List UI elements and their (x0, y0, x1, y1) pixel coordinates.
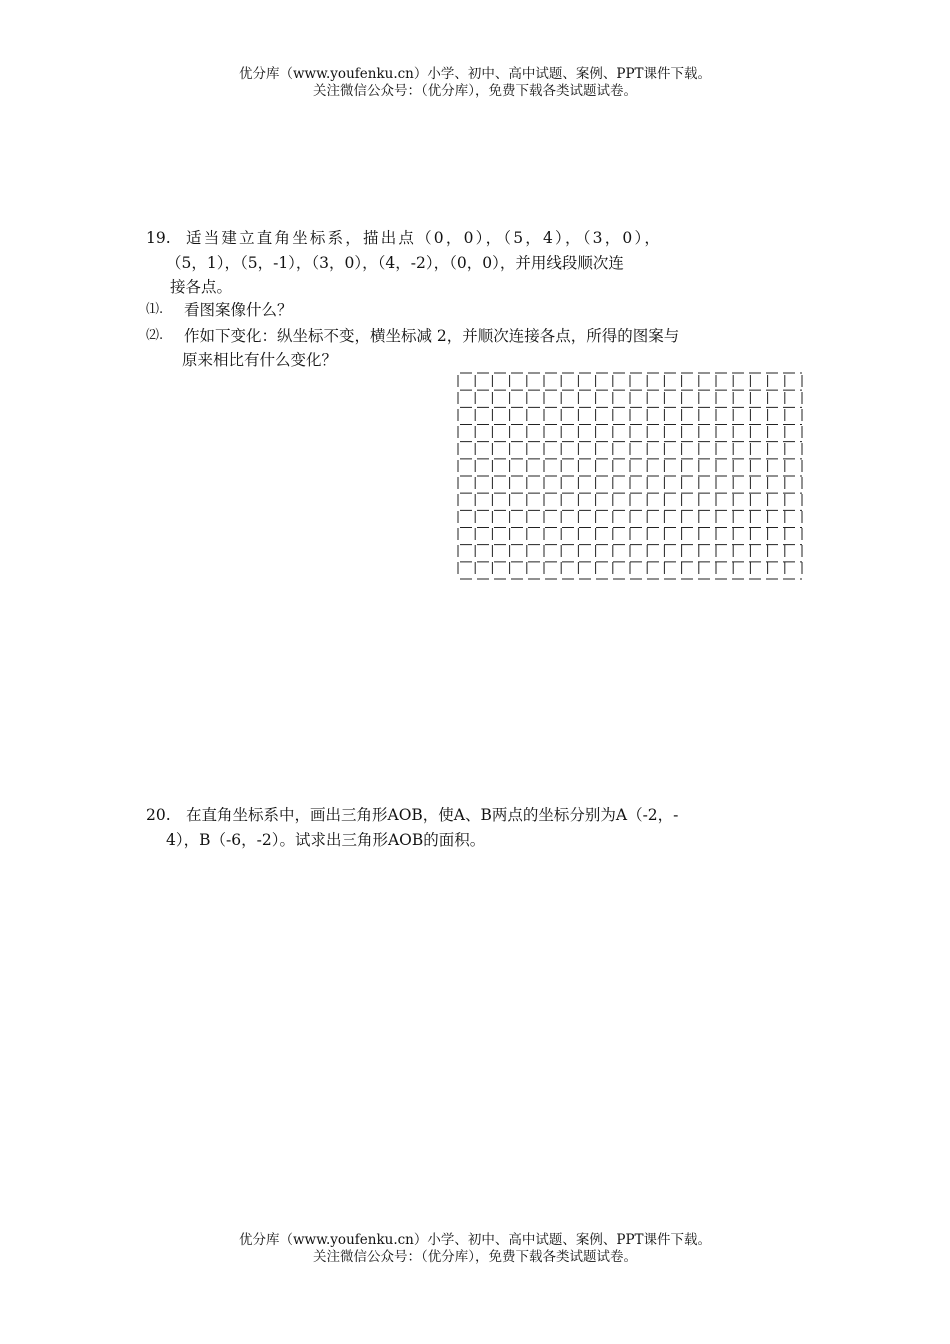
q20-line-1: 在直角坐标系中，画出三角形AOB，使A、B两点的坐标分别为A（-2，- (186, 806, 679, 824)
q19-line-1: 适当建立直角坐标系，描出点（0，0），（5，4），（3，0）， (186, 229, 663, 247)
grid-paper (457, 372, 803, 580)
q19-sub1-text: 看图案像什么？ (184, 301, 293, 319)
grid-svg (457, 372, 803, 580)
q19-number: 19. (146, 229, 171, 247)
page-footer (0, 1232, 950, 1266)
header-line-2: 关注微信公众号：（优分库），免费下载各类试题试卷。 (313, 83, 637, 99)
header-line-1: 优分库（www.youfenku.cn）小学、初中、高中试题、案例、PPT课件下载。 (238, 66, 712, 82)
q20-number: 20. (146, 806, 171, 824)
q19-sub2-line-1: 作如下变化：纵坐标不变，横坐标减 2，并顺次连接各点，所得的图案与 (184, 327, 680, 345)
footer-line-1: 优分库（www.youfenku.cn）小学、初中、高中试题、案例、PPT课件下载。 (238, 1232, 712, 1248)
q19-sub1-number: ⑴. (146, 302, 164, 317)
q20-line-2: 4），B（-6，-2）。试求出三角形AOB的面积。 (166, 831, 486, 849)
q19-line-3: 接各点。 (170, 278, 233, 296)
q19-sub2-line-2: 原来相比有什么变化？ (182, 351, 338, 369)
footer-line-2: 关注微信公众号：（优分库），免费下载各类试题试卷。 (313, 1249, 637, 1265)
page-header (0, 66, 950, 100)
q19-sub2-number: ⑵. (146, 328, 164, 343)
q19-line-2: （5，1），（5，-1），（3，0），（4，-2），（0，0），并用线段顺次连 (166, 254, 624, 272)
